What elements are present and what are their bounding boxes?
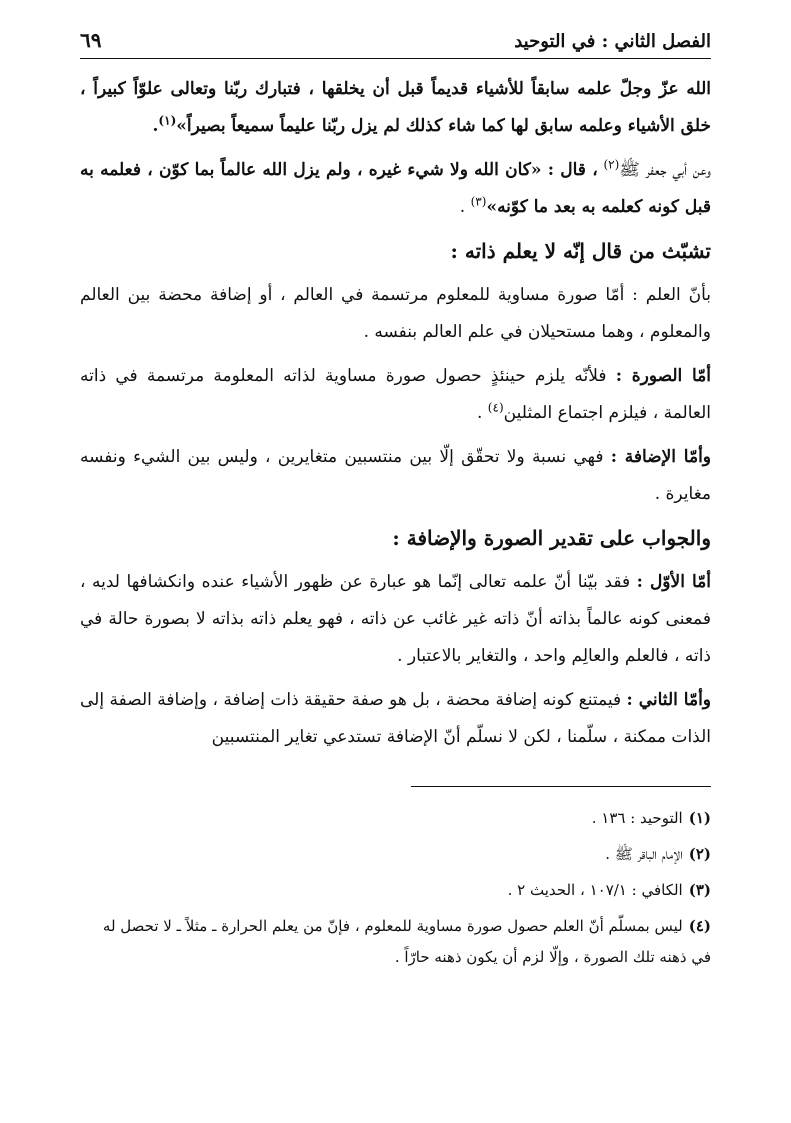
footnote-marker-2: (٢) xyxy=(603,157,620,172)
paragraph-6 xyxy=(80,564,711,675)
paragraph-1-end: . xyxy=(152,116,159,136)
paragraph-3: بأنّ العلم : أمّا صورة مساوية للمعلوم مرتسمة في العالم ، أو إضافة محضة بين العالم والمعلوم ، وهما مستحيلان في علم العالم بنفسه . xyxy=(80,285,711,342)
section-heading-1: تشبّث من قال إنّه لا يعلم ذاته : xyxy=(450,239,711,263)
paragraph-2 xyxy=(80,152,711,226)
running-title: الفصل الثاني : في التوحيد xyxy=(514,31,711,52)
paragraph-1-text: الله عزّ وجلّ علمه سابقاً للأشياء قديماً قبل أن يخلقها ، فتبارك ربّنا وتعالى علوّاً كبيراً ، خلق الأشياء وعلمه سابق لها كما شاء كذلك لم يزل ربّنا عليماً سميعاً بصيراً» xyxy=(80,79,711,136)
footnotes xyxy=(80,803,711,973)
paragraph-5-lead: وأمّا الإضافة : xyxy=(610,447,712,467)
footnote-text: ليس بمسلّم أنّ العلم حصول صورة مساوية للمعلوم ، فإنّ من يعلم الحرارة ـ مثلاً ـ لا تحصل له في ذهنه تلك الصورة ، وإلّا لزم أن يكون ذهنه حارّاً . xyxy=(102,917,711,966)
footnote-marker-4: (٤) xyxy=(487,400,504,415)
paragraph-6-text: فقد بيّنا أنّ علمه تعالى إنّما هو عبارة عن ظهور الأشياء عنده وانكشافها لديه ، فمعنى كونه عالماً بذاته أنّ ذاته غير غائب عن ذاته ، فهو يعلم ذاته بذاته لا بصورة حالة في ذاته ، فالعلم والعالِم واحد ، والتغاير بالاعتبار . xyxy=(80,572,711,666)
paragraph-7-text: فيمتنع كونه إضافة محضة ، بل هو صفة حقيقة ذات إضافة ، وإضافة الصفة إلى الذات ممكنة ، سلّمنا ، لكن لا نسلّم أنّ الإضافة تستدعي تغاير المنتسبين xyxy=(80,690,711,747)
footnote-marker-3: (٣) xyxy=(470,194,487,209)
paragraph-2-end: . xyxy=(459,197,466,217)
footnote-marker-1: (١) xyxy=(158,113,177,128)
footnote-2 xyxy=(80,839,711,870)
paragraph-2-quote: ، قال : «كان الله ولا شيء غيره ، ولم يزل الله عالماً بما كوّن ، فعلمه به قبل كونه كعلمه به بعد ما كوّنه» xyxy=(80,160,711,217)
paragraph-4 xyxy=(80,358,711,432)
page-body xyxy=(80,71,711,756)
paragraph-6-lead: أمّا الأوّل : xyxy=(636,572,712,592)
footnote-4 xyxy=(80,911,711,973)
footnote-3 xyxy=(80,875,711,906)
footnote-text: التوحيد : ١٣٦ . xyxy=(591,809,683,827)
footnote-text: الإمام الباقر ﷺ . xyxy=(605,845,683,863)
paragraph-4-text: فلأنّه يلزم حينئذٍ حصول صورة مساوية لذاته المعلومة مرتسمة في ذاته العالمة ، فيلزم اجتماع المثلين xyxy=(80,366,711,423)
paragraph-5-text: فهي نسبة ولا تحقّق إلّا بين منتسبين متغايرين ، وليس بين الشيء ونفسه مغايرة . xyxy=(80,447,711,504)
footnote-text: الكافي : ١٠٧/١ ، الحديث ٢ . xyxy=(507,881,683,899)
page-header xyxy=(80,28,711,59)
honorific-glyph: ﷺ xyxy=(619,160,640,180)
paragraph-4-lead: أمّا الصورة : xyxy=(615,366,712,386)
paragraph-7 xyxy=(80,682,711,756)
footnote-number: (١) xyxy=(688,809,711,827)
paragraph-4-end: . xyxy=(476,403,483,423)
paragraph-1 xyxy=(80,71,711,145)
footnote-number: (٣) xyxy=(688,881,711,899)
page-number: ٦٩ xyxy=(80,28,102,52)
paragraph-2-start: وعن أبي جعفر xyxy=(645,160,711,180)
footnote-number: (٤) xyxy=(688,917,711,935)
paragraph-5 xyxy=(80,439,711,513)
section-heading-2: والجواب على تقدير الصورة والإضافة : xyxy=(392,526,711,550)
footnote-number: (٢) xyxy=(688,845,711,863)
footnote-divider xyxy=(411,786,711,787)
footnote-1 xyxy=(80,803,711,834)
paragraph-7-lead: وأمّا الثاني : xyxy=(626,690,711,710)
